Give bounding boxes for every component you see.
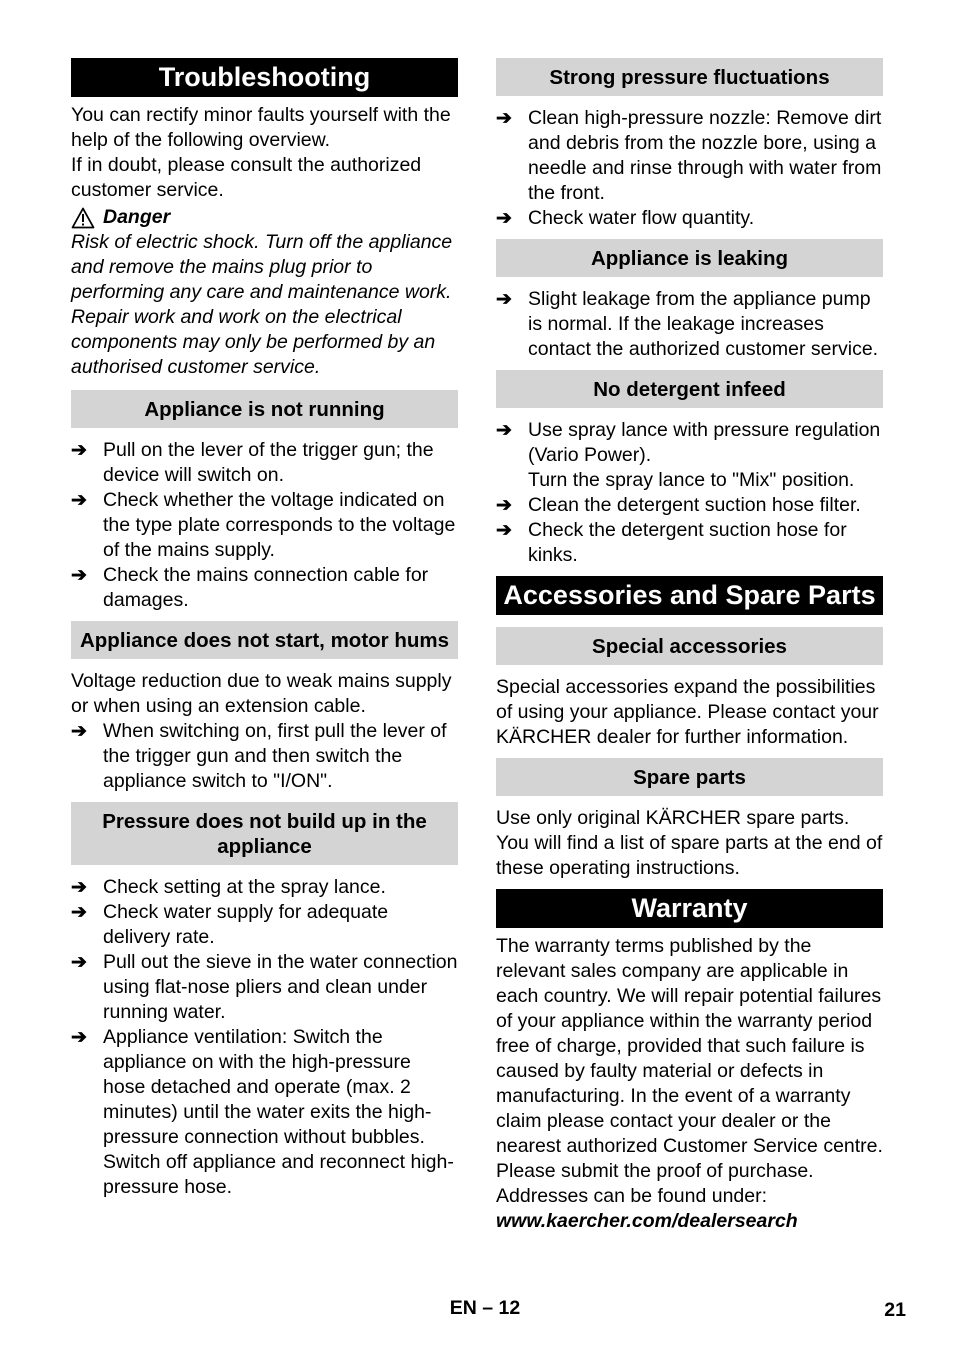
motor-hums-text: Voltage reduction due to weak mains supply or when using an extension cable. (71, 670, 452, 717)
footer-section-label: EN – 12 (449, 1297, 521, 1319)
list-item: ➔ Appliance ventilation: Switch the appliance on with the high-pressure hose detached and operate (max. 2 minutes) until the water exits the high-pressure connection without bubbles. Switch off appliance and reconnect high-pressure hose. (71, 1026, 454, 1198)
arrow-right-icon: ➔ (496, 495, 512, 516)
arrow-right-icon: ➔ (71, 1027, 87, 1048)
list-item: ➔ Slight leakage from the appliance pump is normal. If the leakage increases contact the authorized customer service. (496, 288, 879, 360)
list-item: ➔ Clean the detergent suction hose filter. (496, 494, 861, 516)
detergent-list (496, 418, 883, 568)
warranty-proof: Please submit the proof of purchase. (496, 1160, 814, 1182)
arrow-right-icon: ➔ (71, 490, 87, 511)
detergent-heading: No detergent infeed (496, 370, 883, 408)
pressure-list (71, 875, 458, 1200)
arrow-right-icon: ➔ (496, 520, 512, 541)
arrow-right-icon: ➔ (496, 208, 512, 229)
arrow-right-icon: ➔ (71, 440, 87, 461)
arrow-right-icon: ➔ (71, 952, 87, 973)
leaking-heading: Appliance is leaking (496, 239, 883, 277)
not-running-heading: Appliance is not running (71, 390, 458, 428)
list-item: ➔ Pull out the sieve in the water connection using flat-nose pliers and clean under running water. (71, 951, 458, 1023)
arrow-right-icon: ➔ (71, 565, 87, 586)
list-item: ➔ Check the mains connection cable for damages. (71, 564, 429, 611)
intro-paragraph: You can rectify minor faults yourself with the help of the following overview. (71, 104, 451, 151)
arrow-right-icon: ➔ (71, 877, 87, 898)
list-item: ➔ Check water flow quantity. (496, 207, 755, 229)
dealer-search-link[interactable]: www.kaercher.com/dealersearch (496, 1210, 798, 1232)
motor-hums-heading: Appliance does not start, motor hums (71, 621, 458, 659)
arrow-right-icon: ➔ (71, 902, 87, 923)
fluctuations-list (496, 106, 883, 231)
motor-hums-list (71, 719, 458, 794)
special-accessories-heading: Special accessories (496, 627, 883, 665)
troubleshooting-heading: Troubleshooting (71, 58, 458, 97)
list-item: ➔ When switching on, first pull the lever of the trigger gun and then switch the appliance switch to "I/ON". (71, 720, 447, 792)
arrow-right-icon: ➔ (496, 108, 512, 129)
arrow-right-icon: ➔ (496, 420, 512, 441)
arrow-right-icon: ➔ (496, 289, 512, 310)
spare-parts-text: Use only original KÄRCHER spare parts. (496, 807, 850, 829)
list-item: ➔ Check whether the voltage indicated on the type plate corresponds to the voltage of the mains supply. (71, 489, 456, 561)
warranty-heading: Warranty (496, 889, 883, 928)
list-item: ➔ Check setting at the spray lance. (71, 876, 386, 898)
list-item: ➔ Clean high-pressure nozzle: Remove dirt and debris from the nozzle bore, using a needle and rinse through with water from the front. (496, 107, 882, 204)
warranty-text: The warranty terms published by the relevant sales company are applicable in each country. We will repair potential failures of your appliance within the warranty period free of charge, provided that such failure is caused by faulty material or defects in manufacturing. In the event of a warranty claim please contact your dealer or the nearest authorized Customer Service centre. (496, 935, 883, 1157)
spare-parts-heading: Spare parts (496, 758, 883, 796)
arrow-right-icon: ➔ (71, 721, 87, 742)
danger-text: Repair work and work on the electrical components may only be performed by an authorised customer service. (71, 306, 436, 378)
spare-parts-text: You will find a list of spare parts at the end of these operating instructions. (496, 832, 883, 879)
danger-text: Risk of electric shock. Turn off the appliance and remove the mains plug prior to performing any care and maintenance work. (71, 231, 453, 303)
pressure-heading: Pressure does not build up in the appliance (71, 802, 458, 865)
intro-paragraph: If in doubt, please consult the authorized customer service. (71, 154, 422, 201)
list-item: ➔ Check water supply for adequate delivery rate. (71, 901, 389, 948)
page-number: 21 (884, 1299, 906, 1321)
right-column (496, 58, 883, 1234)
warning-triangle-icon (71, 207, 95, 229)
list-item: ➔ Pull on the lever of the trigger gun; the device will switch on. (71, 439, 434, 486)
list-item: ➔ Check the detergent suction hose for kinks. (496, 519, 847, 566)
not-running-list (71, 438, 458, 613)
left-column (71, 58, 458, 1200)
warranty-addresses: Addresses can be found under: (496, 1185, 768, 1207)
special-accessories-text: Special accessories expand the possibilities of using your appliance. Please contact your KÄRCHER dealer for further information. (496, 676, 879, 748)
danger-label: Danger (71, 205, 458, 230)
list-item: ➔ Use spray lance with pressure regulation (Vario Power). Turn the spray lance to "Mix" position. (496, 419, 881, 491)
fluctuations-heading: Strong pressure fluctuations (496, 58, 883, 96)
leaking-list (496, 287, 883, 362)
accessories-heading: Accessories and Spare Parts (496, 576, 883, 615)
